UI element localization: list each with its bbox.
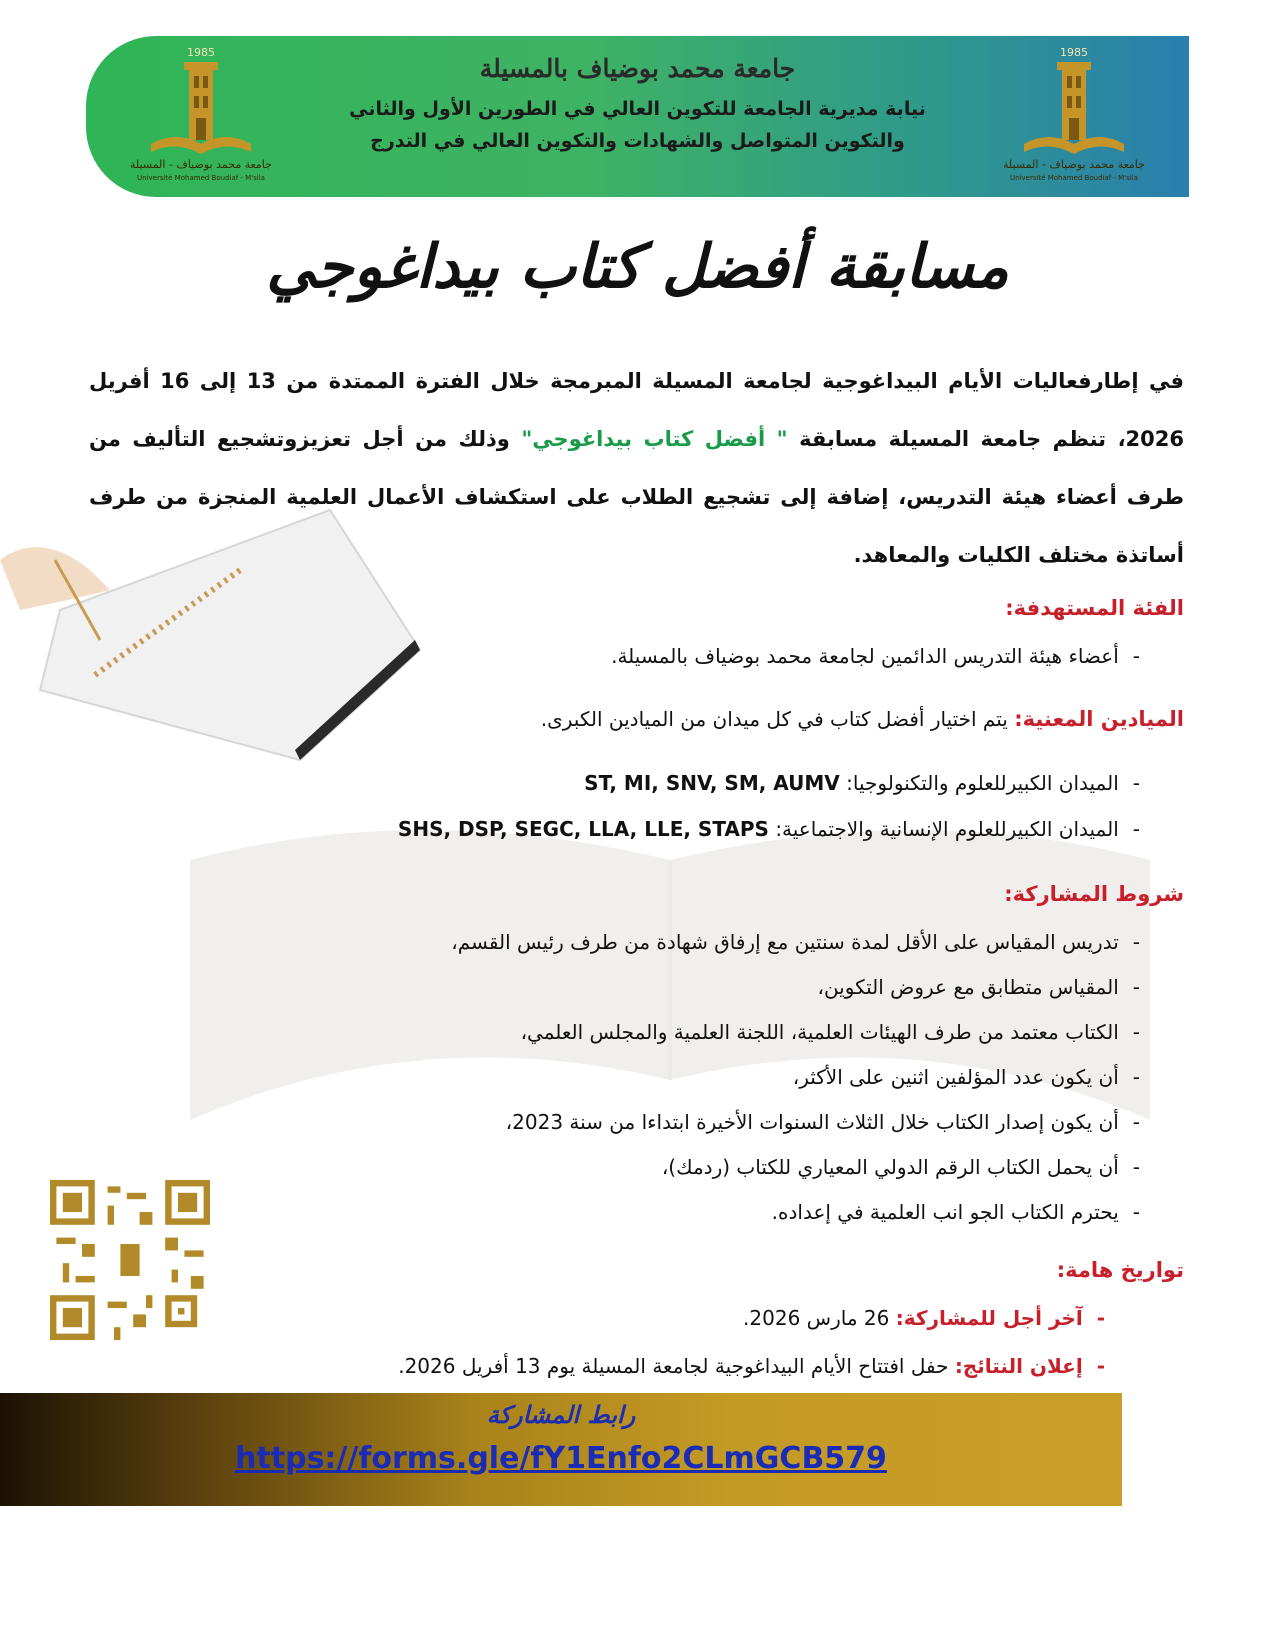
condition-item: -أن يكون إصدار الكتاب خلال الثلاث السنوات الأخيرة ابتداءا من سنة 2023، xyxy=(505,1110,1140,1134)
fields-line xyxy=(89,707,1184,731)
logo-year: 1985 xyxy=(187,46,215,59)
tower-logo-icon xyxy=(141,60,261,158)
date-item-results: -إعلان النتائج: حفل افتتاح الأيام البيداغوجية لجامعة المسيلة يوم 13 أفريل 2026. xyxy=(398,1354,1105,1378)
conditions-title: شروط المشاركة: xyxy=(1004,882,1184,906)
tower-logo-icon xyxy=(1014,60,1134,158)
condition-item: -أن يحمل الكتاب الرقم الدولي المعياري للكتاب (ردمك)، xyxy=(661,1155,1140,1179)
banner-text xyxy=(316,54,959,157)
date-item-deadline: -آخر أجل للمشاركة: 26 مارس 2026. xyxy=(743,1306,1105,1330)
directorate-line-1: نيابة مديرية الجامعة للتكوين العالي في الطورين الأول والثاني xyxy=(349,98,926,120)
logo-caption-fr: Université Mohamed Boudiaf - M'sila xyxy=(1010,174,1138,182)
intro-paragraph xyxy=(89,352,1184,584)
condition-item: -يحترم الكتاب الجو انب العلمية في إعداده. xyxy=(771,1200,1140,1224)
condition-item: -أن يكون عدد المؤلفين اثنين على الأكثر، xyxy=(792,1065,1140,1089)
field-item-humanities: -الميدان الكبيرللعلوم الإنسانية والاجتماعية: SHS, DSP, SEGC, LLA, LLE, STAPS xyxy=(397,817,1140,841)
condition-item: -تدريس المقياس على الأقل لمدة سنتين مع إرفاق شهادة من طرف رئيس القسم، xyxy=(451,930,1140,954)
logo-caption-ar: جامعة محمد بوضياف - المسيلة xyxy=(130,158,272,171)
condition-item: -المقياس متطابق مع عروض التكوين، xyxy=(817,975,1140,999)
header-banner xyxy=(86,36,1189,197)
logo-caption-fr: Université Mohamed Boudiaf - M'sila xyxy=(137,174,265,182)
field-codes: SHS, DSP, SEGC, LLA, LLE, STAPS xyxy=(397,817,769,841)
participation-link-label: رابط المشاركة xyxy=(486,1401,636,1429)
logo-caption-ar: جامعة محمد بوضياف - المسيلة xyxy=(1003,158,1145,171)
intro-part-1: في إطارفعاليات الأيام البيداغوجية لجامعة المسيلة المبرمجة خلال الفترة الممتدة من 13 إلى 16 أفريل 2026، تنظم جامعة المسيلة مسابقة xyxy=(89,369,1185,451)
fields-description: يتم اختيار أفضل كتاب في كل ميدان من الميادين الكبرى. xyxy=(540,707,1015,731)
target-group-item: -أعضاء هيئة التدريس الدائمين لجامعة محمد بوضياف بالمسيلة. xyxy=(611,644,1140,668)
directorate-line-2: والتكوين المتواصل والشهادات والتكوين العالي في التدرج xyxy=(370,130,905,152)
participation-link[interactable]: https://forms.gle/fY1Enfo2CLmGCB579 xyxy=(235,1441,887,1476)
competition-name-highlight: " أفضل كتاب بيداغوجي" xyxy=(521,427,788,451)
university-logo-right xyxy=(979,46,1169,191)
page-title: مسابقة أفضل كتاب بيداغوجي xyxy=(266,232,1009,302)
field-item-science: -الميدان الكبيرللعلوم والتكنولوجيا: ST, MI, SNV, SM, AUMV xyxy=(584,771,1140,795)
intro-part-2: وذلك من أجل تعزيزوتشجيع التأليف من طرف أعضاء هيئة التدريس، إضافة إلى تشجيع الطلاب على استكشاف الأعمال العلمية المنجزة من طرف أساتذة مختلف الكليات والمعاهد. xyxy=(89,427,1184,567)
target-group-title: الفئة المستهدفة: xyxy=(1005,596,1184,620)
footer-banner xyxy=(0,1393,1122,1506)
field-codes: ST, MI, SNV, SM, AUMV xyxy=(584,771,840,795)
fields-title: الميادين المعنية: xyxy=(1014,707,1184,731)
university-name: جامعة محمد بوضياف بالمسيلة xyxy=(479,54,796,83)
condition-item: -الكتاب معتمد من طرف الهيئات العلمية، اللجنة العلمية والمجلس العلمي، xyxy=(520,1020,1140,1044)
logo-year: 1985 xyxy=(1060,46,1088,59)
university-logo-left xyxy=(106,46,296,191)
dates-title: تواريخ هامة: xyxy=(1056,1258,1184,1282)
